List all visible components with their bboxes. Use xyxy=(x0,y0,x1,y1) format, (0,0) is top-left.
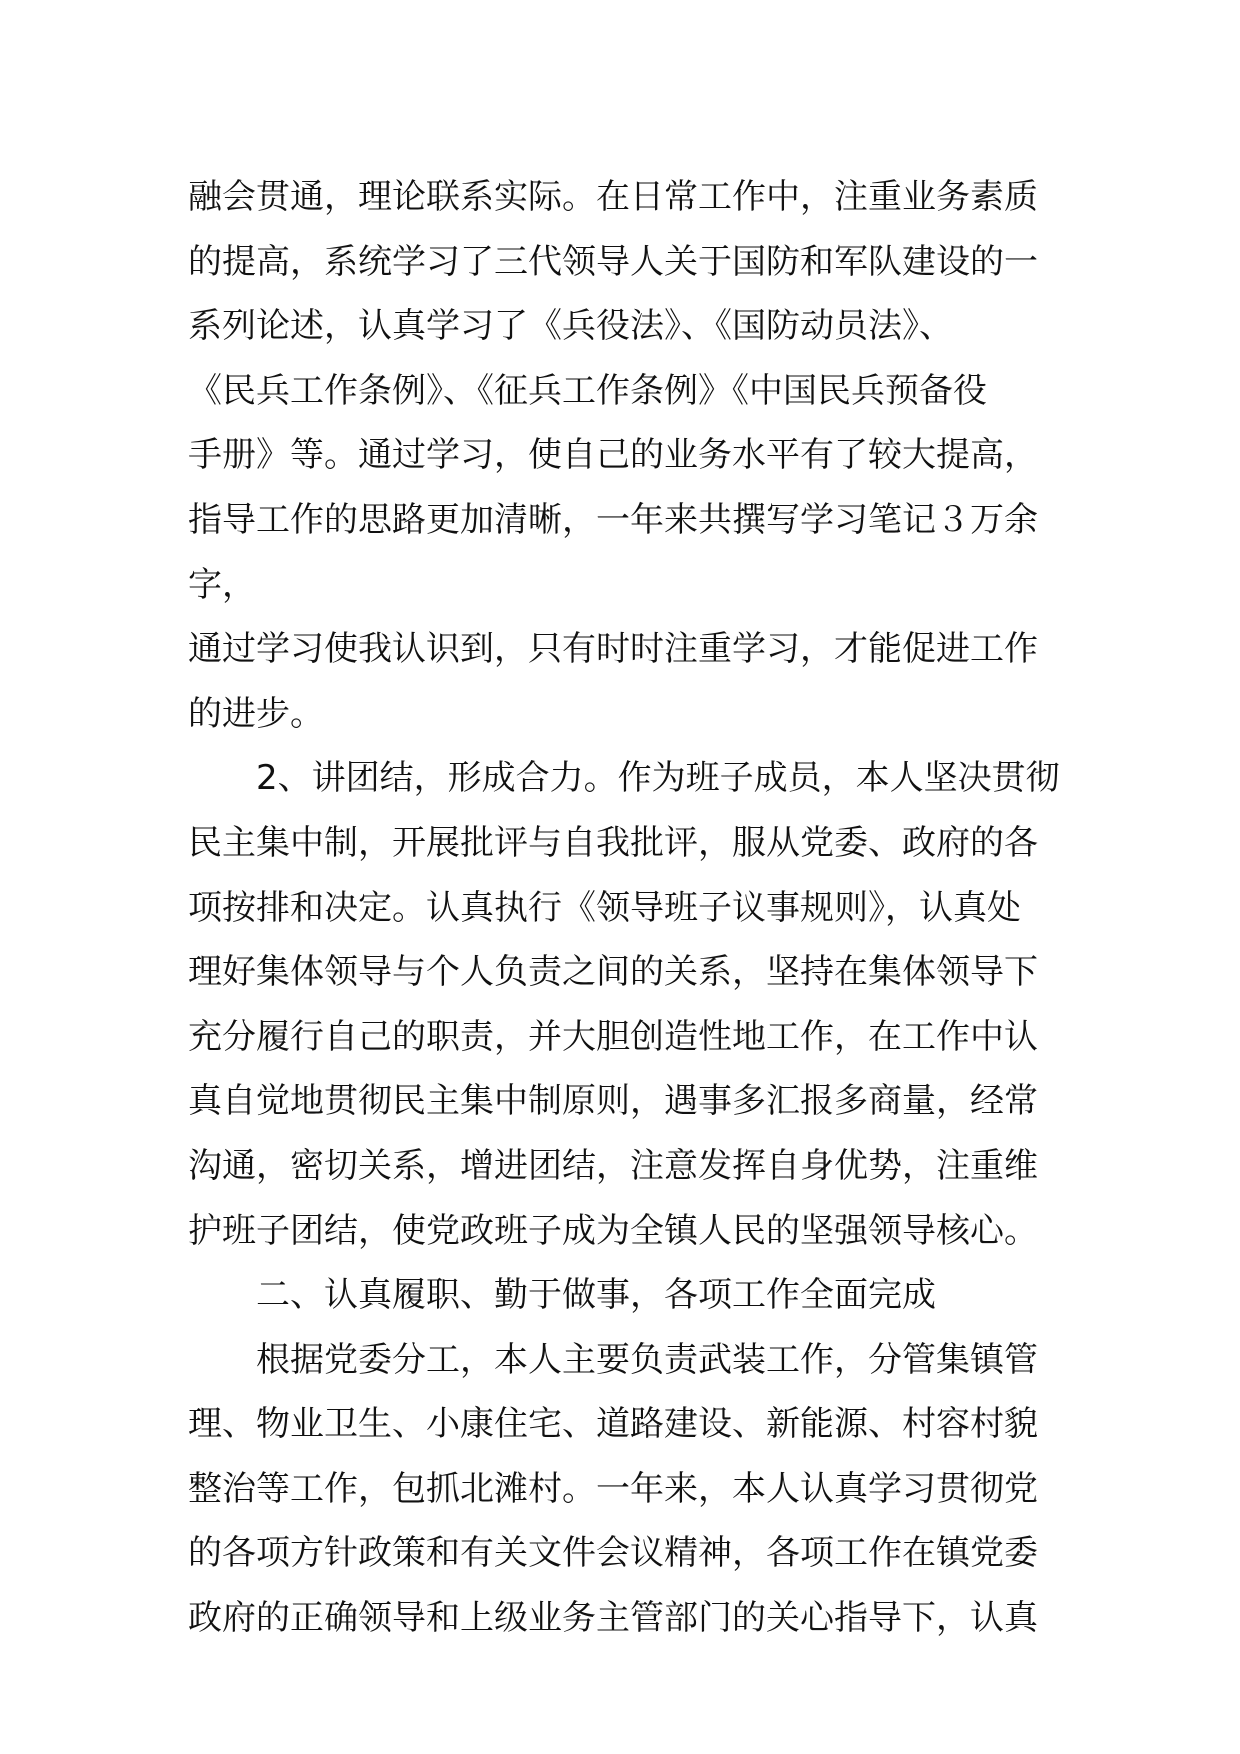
document-body xyxy=(188,165,1088,1651)
paragraph-unity: 2、讲团结，形成合力。作为班子成员，本人坚决贯彻 民主集中制，开展批评与自我批评，服从党委、政府的各 项按排和决定。认真执行《领导班子议事规则》，认真处 理好集体领导与个人负责之间的关系，坚持在集体领导下 充分履行自己的职责，并大胆创造性地工作，在工作中认 真自觉地贯彻民主集中制原则，遇事多汇报多商量，经常 沟通，密切关系，增进团结，注意发挥自身优势，注重维 护班子团结，使党政班子成为全镇人民的坚强领导核心。 xyxy=(188,758,1060,1251)
section-heading-duties: 二、认真履职、勤于做事，各项工作全面完成 xyxy=(188,1275,936,1316)
paragraph-work-division: 根据党委分工，本人主要负责武装工作，分管集镇管 理、物业卫生、小康住宅、道路建设、新能源、村容村貌 整治等工作，包抓北滩村。一年来，本人认真学习贯彻党 的各项方针政策和有关文件会议精神，各项工作在镇党委 政府的正确领导和上级业务主管部门的关心指导下，认真 xyxy=(188,1339,1038,1639)
paragraph-study-continuation: 融会贯通，理论联系实际。在日常工作中，注重业务素质 的提高，系统学习了三代领导人关于国防和军队建设的一 系列论述，认真学习了《兵役法》、《国防动员法》、 《民兵工作条例》、《征兵工作条例》《中国民兵预备役 手册》等。通过学习，使自己的业务水平有了较大提高， 指导工作的思路更加清晰，一年来共撰写学习笔记３万余字， 通过学习使我认识到，只有时时注重学习，才能促进工作 的进步。 xyxy=(188,177,1038,734)
